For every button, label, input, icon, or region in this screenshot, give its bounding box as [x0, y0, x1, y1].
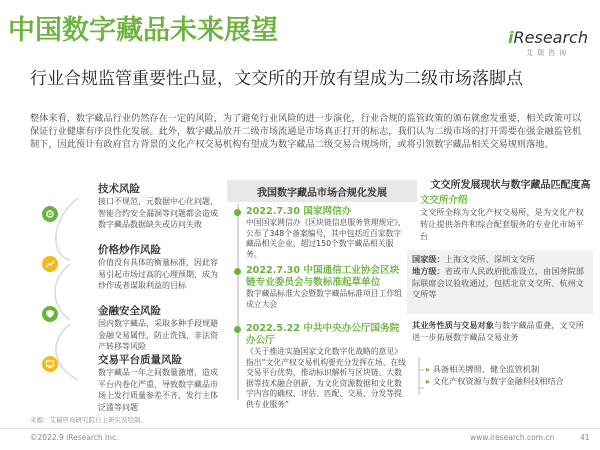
exchange-intro-text: 文交所全称为文化产权交易所，是为文化产权转让提供条件和综合配套服务的专业化市场平台 — [420, 207, 584, 241]
timeline-dot — [234, 326, 241, 333]
risk-item — [98, 303, 218, 353]
logo-brand-rest: Research — [513, 28, 588, 47]
exchange-intro — [420, 194, 590, 242]
level-local: 地方级：省或市人民政府批准设立，由国务院部际联席会议验收通过，包括北京文交所、杭州文交所等 — [412, 265, 584, 300]
risk-item — [98, 181, 218, 231]
risk-item — [98, 352, 218, 413]
shield-icon — [42, 306, 58, 322]
match-text-rest: 与数字藏品重叠，文交所进一步拓展数字藏品交易业务 — [412, 320, 584, 342]
risk-label: 金融安全风险 — [98, 305, 161, 317]
match-text-bold: 其业务性质与交易对象 — [412, 320, 494, 330]
risk-item — [98, 242, 218, 292]
match-text — [412, 320, 588, 344]
risk-text: 数字藏品一年之间数量激增，造成平台内卷化严重，导致数字藏品市场上发行质量参差不齐，发行主体泛滥等问题 — [98, 368, 218, 412]
event-body: 数字藏品标准大会暨数字藏品标准项目工作组成立大会 — [246, 289, 402, 309]
bracket-connector — [412, 355, 426, 400]
risk-text: 价值没有具体的衡量标准，因此容易引起市场过高的心理预期，成为炒作或者谋取利益的目标 — [98, 258, 218, 291]
risk-label: 技术风险 — [98, 183, 140, 195]
risk-text: 国内数字藏品，采取多种手段规避金融交易属性，防止洗钱、非法资产转移等风险 — [98, 319, 218, 352]
page-number: 41 — [580, 433, 590, 442]
footer-url[interactable]: www.iresearch.com.cn — [470, 433, 555, 442]
logo-subtitle: 艾瑞咨询 — [526, 49, 571, 57]
timeline-dot — [234, 268, 241, 275]
timeline-event — [246, 323, 406, 411]
right-header: 文交所发展现状与数字藏品匹配度高 — [430, 180, 591, 191]
timeline-dot — [234, 209, 241, 216]
gear-icon — [42, 206, 58, 222]
platform-icon — [42, 356, 58, 372]
feature-list — [426, 364, 591, 388]
logo-brand-i: i — [508, 28, 514, 47]
event-body: 《关于推进实施国家文化数字化战略的意见》指出“文化产权交易机构要充分发挥在场、在线交易平台优势，推动标识解析与区块链、大数据等技术融合创新，为文化资源数据和文化数字内容的确权、评估、匹配、交易、分发等提供专业服务” — [246, 347, 406, 409]
copyright: ©2022.9 iResearch Inc. — [30, 433, 119, 442]
timeline-event — [246, 206, 406, 260]
footer-divider — [0, 428, 600, 429]
event-title: 2022.7.30 国家网信办 — [246, 206, 352, 217]
event-title: 2022.5.22 中共中央办公厅国务院办公厅 — [246, 323, 400, 346]
page-subtitle: 行业合规监管重要性凸显，文交所的开放有望成为二级市场落脚点 — [30, 69, 523, 89]
feature-item: ▸ 文化产权资源与数字金融科技相结合 — [426, 375, 564, 386]
page-title: 中国数字藏品未来展望 — [8, 15, 278, 46]
timeline-event — [246, 265, 406, 310]
exchange-level-list — [412, 254, 588, 301]
risk-label: 价格炒作风险 — [98, 244, 161, 256]
iresearch-logo — [508, 28, 588, 58]
risk-text: 接口不规范，元数据中心化问题，智能合约安全漏洞等问题都会造成数字藏品数据缺失或访问失败 — [98, 197, 218, 230]
event-title: 2022.7.30 中国通信工业协会区块链专业委员会与数标准起草单位 — [246, 265, 400, 288]
timeline-line — [237, 204, 239, 400]
chart-up-icon — [42, 256, 58, 272]
timeline-header: 我国数字藏品市场合规化发展 — [227, 180, 417, 202]
feature-item: ▸ 具备相关牌照、健全监管机制 — [426, 364, 540, 374]
source-note: 来源：艾瑞咨询研究院自主研究及绘制。 — [30, 416, 147, 424]
intro-paragraph: 整体来看，数字藏品行业仍然存在一定的风险，为了避免行业风险的进一步演化，行业合规的监管政策的颁布就愈发重要，相关政策可以保证行业健康有序良性化发展。此外，数字藏品放开二级市场流通是市场真正打开的标志，我们认为二级市场的打开需要在强金融监管机制下，因此预计有政府官方背景的文化产权交易机构有望成为数字藏品二级交易合规场所，或将引领数字藏品相关交易规则落地。 — [30, 113, 582, 151]
level-national: 国家级：上海文交所、深圳文交所 — [412, 254, 535, 264]
risk-label: 交易平台质量风险 — [98, 354, 182, 366]
exchange-intro-title: 文交所介绍 — [420, 195, 468, 206]
event-body: 中国国家网信办《区块链信息服务管理规定》，公布了348个备案编号，其中包括近百家数字藏品相关企业，超过150个数字藏品相关服务。 — [246, 218, 406, 259]
